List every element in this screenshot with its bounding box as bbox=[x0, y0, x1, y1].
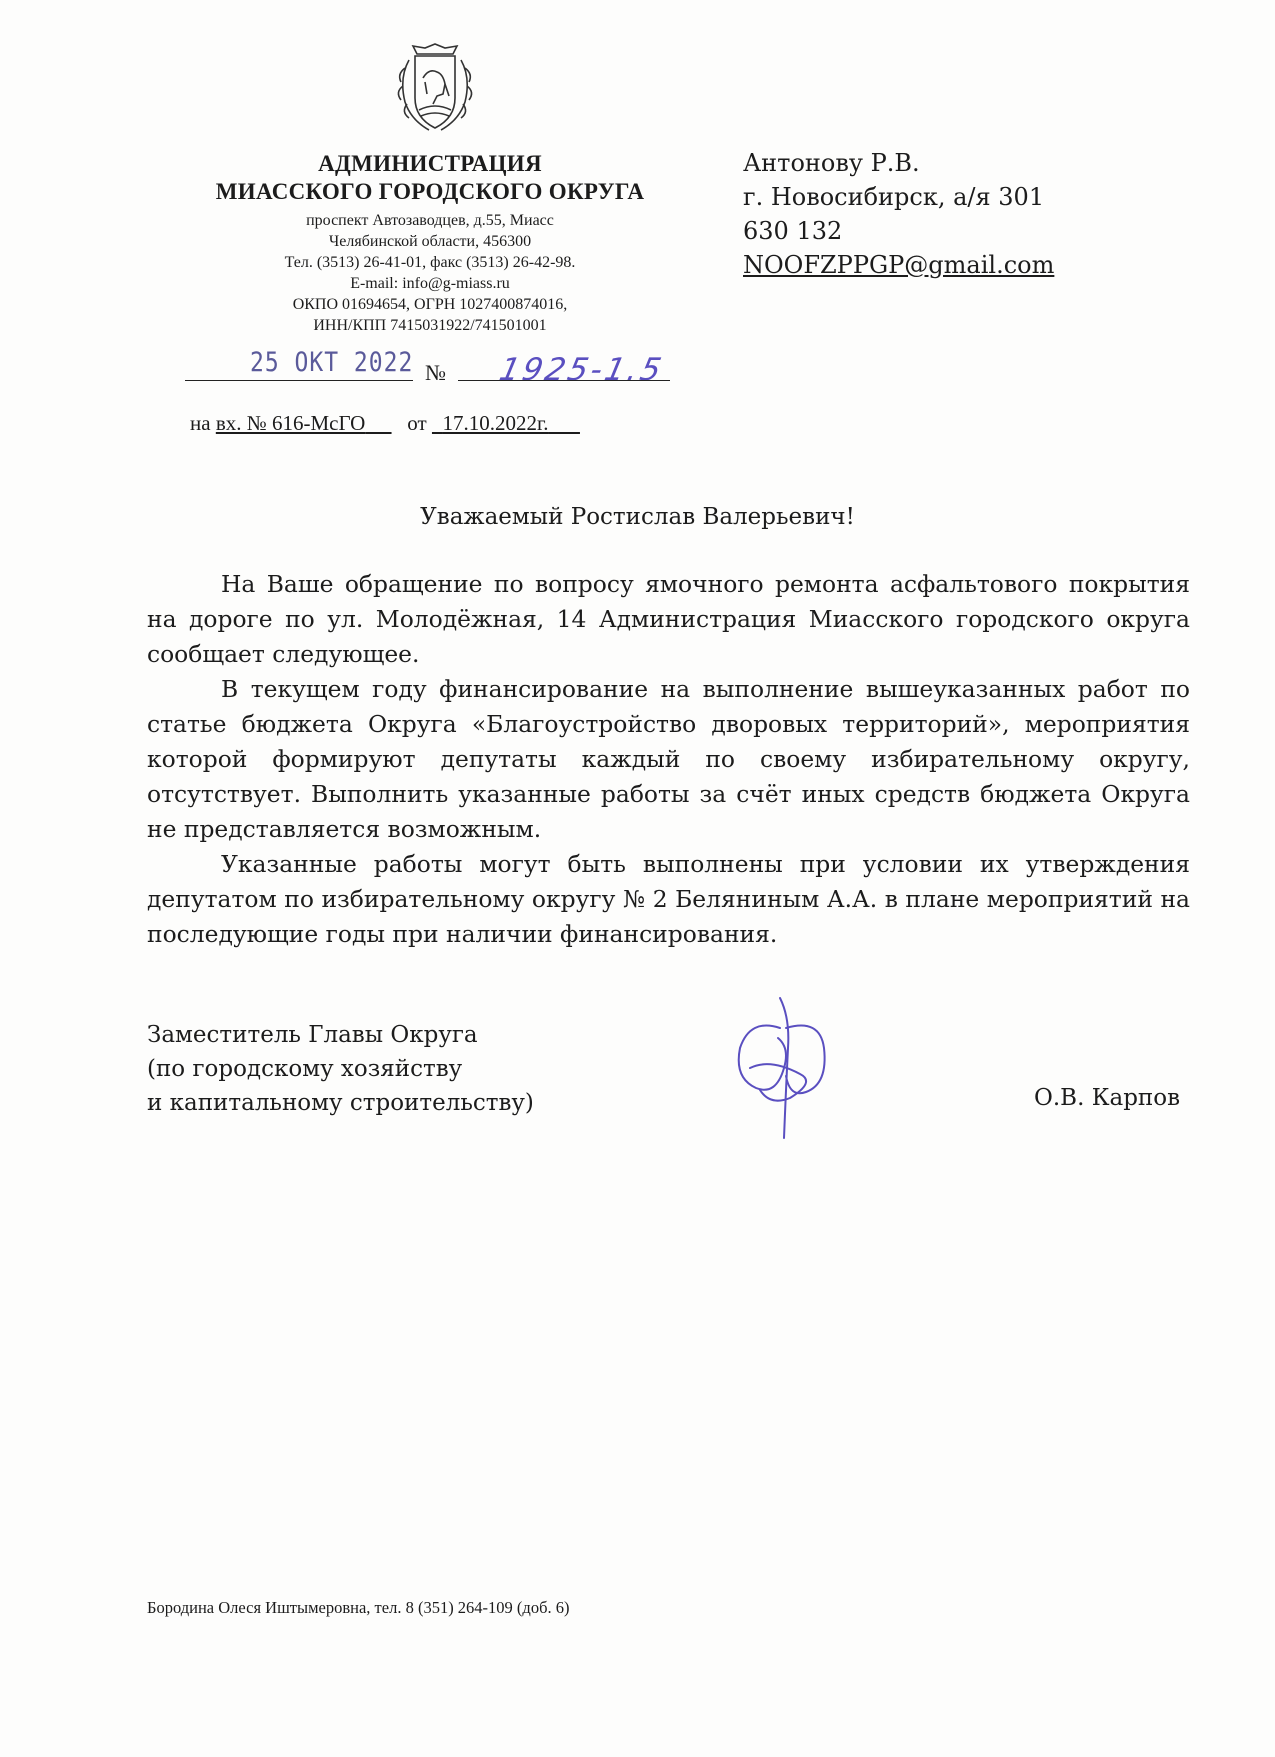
executor-contact: Бородина Олеся Иштымеровна, тел. 8 (351) 264-109 (доб. 6) bbox=[147, 1598, 570, 1617]
registration-number-sign: № bbox=[425, 360, 446, 385]
signer-title-line: и капитальному строительству) bbox=[147, 1090, 534, 1116]
ref-prefix: на bbox=[190, 411, 211, 435]
ref-number: вх. № 616-МсГО bbox=[215, 411, 366, 435]
org-name-line-2: МИАССКОГО ГОРОДСКОГО ОКРУГА bbox=[215, 179, 645, 204]
signer-title bbox=[147, 1018, 534, 1120]
letter-body bbox=[147, 567, 1190, 952]
address-line: Челябинской области, 456300 bbox=[328, 233, 532, 250]
org-name-line-1: АДМИНИСТРАЦИЯ bbox=[318, 151, 542, 176]
inn-kpp-line: ИНН/КПП 7415031922/741501001 bbox=[313, 317, 547, 334]
signer-title-line: (по городскому хозяйству bbox=[147, 1056, 463, 1082]
handwritten-signature-icon bbox=[720, 988, 840, 1153]
contact-email-line: E-mail: info@g-miass.ru bbox=[350, 275, 510, 292]
recipient-block bbox=[743, 146, 1054, 282]
body-paragraph: Указанные работы могут быть выполнены при условии их утверждения депутатом по избирательному округу № 2 Беляниным А.А. в плане мероприятий на последующие годы при наличии финансирования. bbox=[147, 850, 1190, 948]
okpo-ogrn-line: ОКПО 01694654, ОГРН 1027400874016, bbox=[292, 296, 568, 313]
registration-number-line bbox=[458, 380, 670, 381]
address-line: проспект Автозаводцев, д.55, Миасс bbox=[306, 212, 554, 229]
ref-from: от bbox=[407, 411, 427, 435]
recipient-city-box: г. Новосибирск, а/я 301 bbox=[743, 183, 1045, 211]
recipient-email: NOOFZPPGP@gmail.com bbox=[743, 251, 1055, 279]
body-paragraph: На Ваше обращение по вопросу ямочного ремонта асфальтового покрытия на дороге по ул. Молодёжная, 14 Администрация Миасского городского округа сообщает следующее. bbox=[147, 570, 1190, 668]
body-paragraph: В текущем году финансирование на выполнение вышеуказанных работ по статье бюджета Округа «Благоустройство дворовых территорий», мероприятия которой формируют депутаты каждый по своему избирательному округу, отсутствует. Выполнить указанные работы за счёт иных средств бюджета Округа не представляется возможным. bbox=[147, 675, 1190, 843]
letterhead bbox=[170, 150, 690, 336]
recipient-name: Антонову Р.В. bbox=[743, 149, 920, 177]
registration-date-line bbox=[185, 380, 413, 381]
contact-phone-line: Тел. (3513) 26-41-01, факс (3513) 26-42-98. bbox=[284, 254, 576, 271]
coat-of-arms-emblem-icon bbox=[385, 38, 485, 138]
registration-date-stamp: 25 ОКТ 2022 bbox=[250, 348, 414, 378]
signer-name: О.В. Карпов bbox=[1034, 1085, 1181, 1111]
recipient-postcode: 630 132 bbox=[743, 217, 843, 245]
registration-number-handwritten: 1925-1.5 bbox=[496, 352, 668, 388]
ref-date: 17.10.2022г. bbox=[442, 411, 549, 435]
greeting: Уважаемый Ростислав Валерьевич! bbox=[420, 504, 855, 530]
signer-title-line: Заместитель Главы Округа bbox=[147, 1022, 478, 1048]
reference-line bbox=[190, 411, 580, 436]
